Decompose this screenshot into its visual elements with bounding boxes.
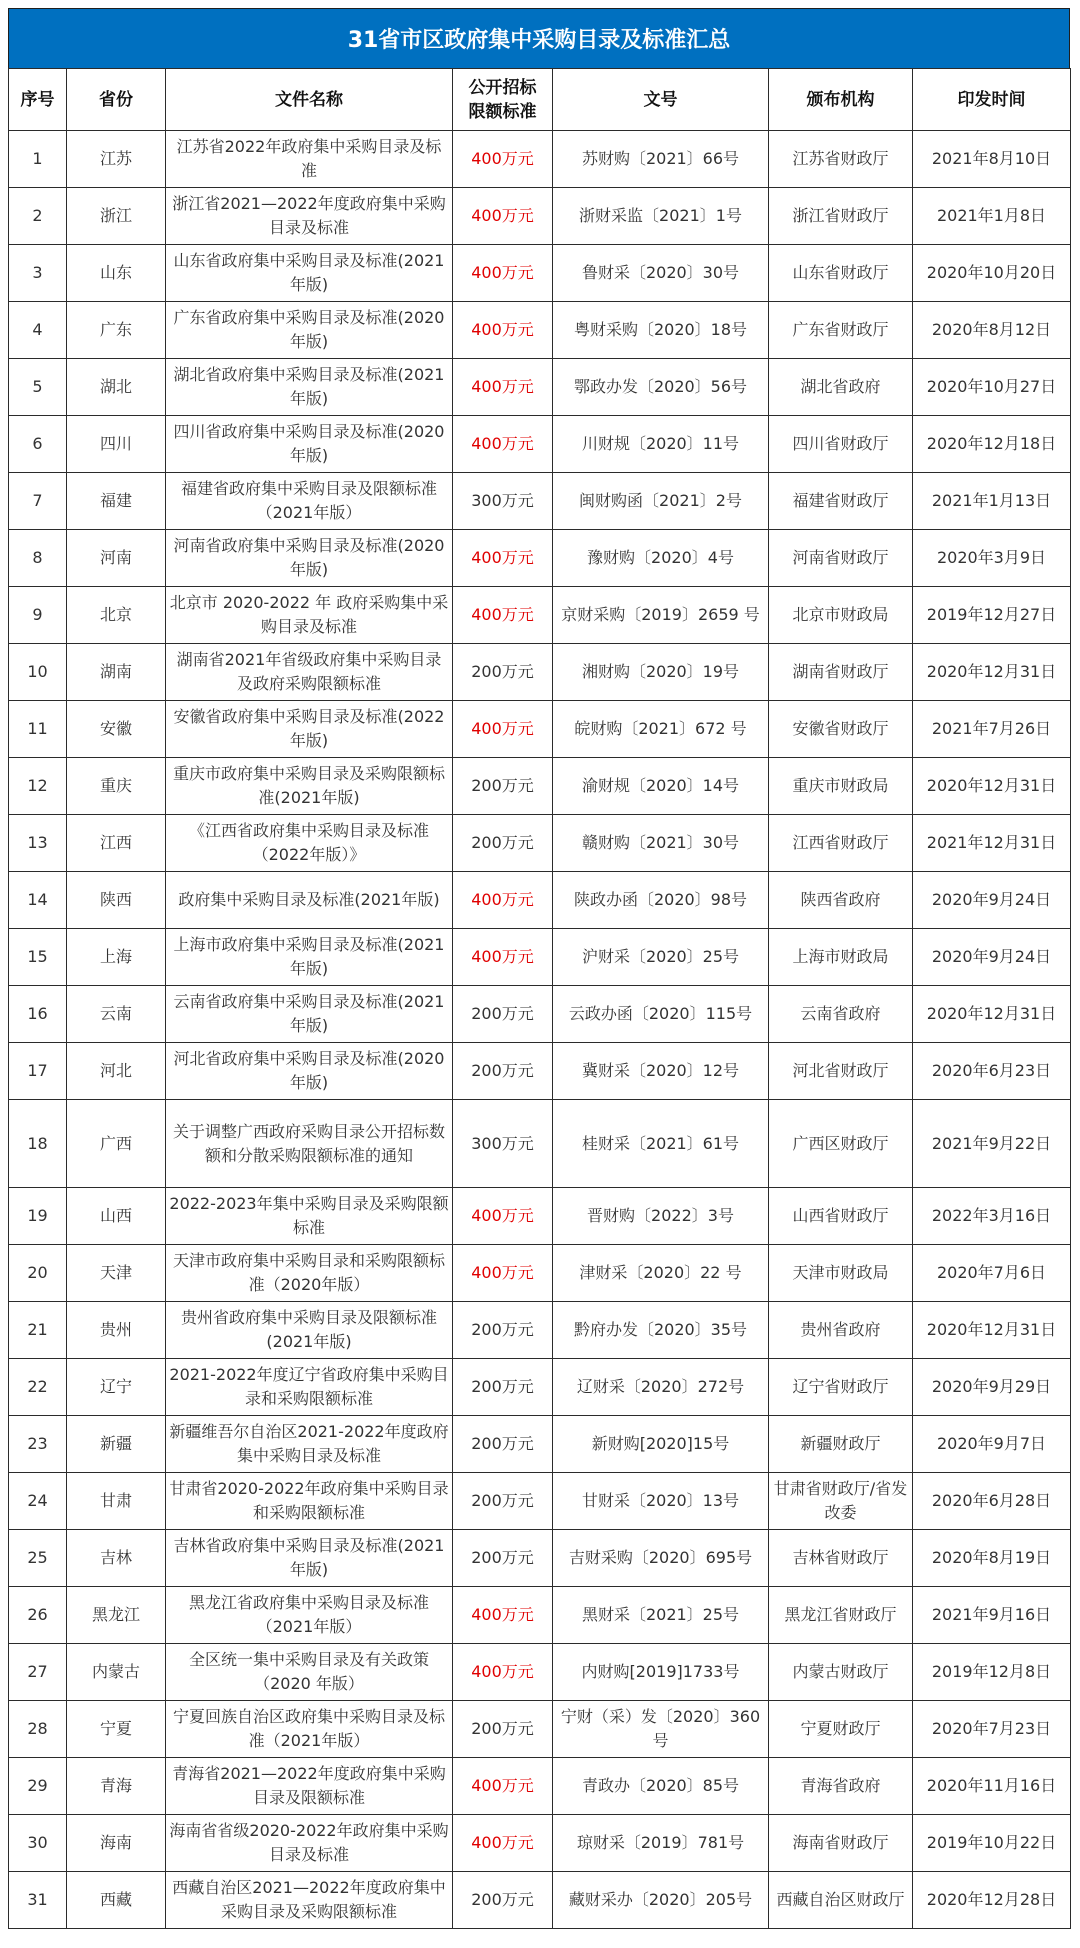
serial-cell: 29 (9, 1758, 67, 1815)
serial-cell: 28 (9, 1701, 67, 1758)
table-row (9, 1100, 1071, 1188)
province-cell: 上海 (67, 929, 166, 986)
reference-number-cell: 鲁财采〔2020〕30号 (553, 245, 769, 302)
serial-cell: 19 (9, 1188, 67, 1245)
issue-date-cell: 2020年9月7日 (913, 1416, 1071, 1473)
issue-date-cell: 2020年12月31日 (913, 1302, 1071, 1359)
province-cell: 云南 (67, 986, 166, 1043)
issue-date-cell: 2020年12月31日 (913, 758, 1071, 815)
issue-date-cell: 2021年1月8日 (913, 188, 1071, 245)
issuing-body-cell: 吉林省财政厅 (769, 1530, 913, 1587)
reference-number-cell: 新财购[2020]15号 (553, 1416, 769, 1473)
document-name-cell: 2022-2023年集中采购目录及采购限额标准 (166, 1188, 453, 1245)
province-cell: 青海 (67, 1758, 166, 1815)
document-name-cell: 关于调整广西政府采购目录公开招标数额和分散采购限额标准的通知 (166, 1100, 453, 1188)
table-row (9, 1587, 1071, 1644)
document-name-cell: 广东省政府集中采购目录及标准(2020年版) (166, 302, 453, 359)
issuing-body-cell: 浙江省财政厅 (769, 188, 913, 245)
issue-date-cell: 2021年12月31日 (913, 815, 1071, 872)
document-name-cell: 甘肃省2020-2022年政府集中采购目录和采购限额标准 (166, 1473, 453, 1530)
serial-cell: 24 (9, 1473, 67, 1530)
issue-date-cell: 2020年9月24日 (913, 929, 1071, 986)
header-issuing-body: 颁布机构 (769, 69, 913, 131)
province-cell: 江苏 (67, 131, 166, 188)
issuing-body-cell: 四川省财政厅 (769, 416, 913, 473)
issuing-body-cell: 黑龙江省财政厅 (769, 1587, 913, 1644)
serial-cell: 23 (9, 1416, 67, 1473)
table-row (9, 473, 1071, 530)
serial-cell: 3 (9, 245, 67, 302)
issuing-body-cell: 河北省财政厅 (769, 1043, 913, 1100)
tender-limit-cell: 400万元 (453, 416, 553, 473)
issue-date-cell: 2020年3月9日 (913, 530, 1071, 587)
issuing-body-cell: 河南省财政厅 (769, 530, 913, 587)
tender-limit-cell: 400万元 (453, 1587, 553, 1644)
issuing-body-cell: 北京市财政局 (769, 587, 913, 644)
issue-date-cell: 2021年1月13日 (913, 473, 1071, 530)
province-cell: 吉林 (67, 1530, 166, 1587)
issue-date-cell: 2019年12月27日 (913, 587, 1071, 644)
document-name-cell: 河南省政府集中采购目录及标准(2020年版) (166, 530, 453, 587)
tender-limit-cell: 200万元 (453, 1359, 553, 1416)
table-row (9, 1188, 1071, 1245)
reference-number-cell: 黑财采〔2021〕25号 (553, 1587, 769, 1644)
document-name-cell: 政府集中采购目录及标准(2021年版) (166, 872, 453, 929)
issue-date-cell: 2020年10月20日 (913, 245, 1071, 302)
issuing-body-cell: 湖南省财政厅 (769, 644, 913, 701)
table-row (9, 1302, 1071, 1359)
issue-date-cell: 2021年9月16日 (913, 1587, 1071, 1644)
document-name-cell: 《江西省政府集中采购目录及标准（2022年版）》 (166, 815, 453, 872)
issue-date-cell: 2019年10月22日 (913, 1815, 1071, 1872)
reference-number-cell: 内财购[2019]1733号 (553, 1644, 769, 1701)
province-cell: 山西 (67, 1188, 166, 1245)
table-row (9, 1043, 1071, 1100)
table-row (9, 416, 1071, 473)
document-name-cell: 2021-2022年度辽宁省政府集中采购目录和采购限额标准 (166, 1359, 453, 1416)
province-cell: 湖北 (67, 359, 166, 416)
issuing-body-cell: 福建省财政厅 (769, 473, 913, 530)
table-row (9, 929, 1071, 986)
province-cell: 广东 (67, 302, 166, 359)
tender-limit-cell: 400万元 (453, 1188, 553, 1245)
header-issue-date: 印发时间 (913, 69, 1071, 131)
province-cell: 山东 (67, 245, 166, 302)
reference-number-cell: 甘财采〔2020〕13号 (553, 1473, 769, 1530)
tender-limit-cell: 400万元 (453, 701, 553, 758)
tender-limit-cell: 200万元 (453, 1872, 553, 1929)
serial-cell: 31 (9, 1872, 67, 1929)
reference-number-cell: 晋财购〔2022〕3号 (553, 1188, 769, 1245)
tender-limit-cell: 200万元 (453, 758, 553, 815)
serial-cell: 17 (9, 1043, 67, 1100)
province-cell: 天津 (67, 1245, 166, 1302)
header-tender-limit: 公开招标限额标准 (453, 69, 553, 131)
issue-date-cell: 2020年8月12日 (913, 302, 1071, 359)
reference-number-cell: 津财采〔2020〕22 号 (553, 1245, 769, 1302)
tender-limit-cell: 400万元 (453, 302, 553, 359)
issuing-body-cell: 青海省政府 (769, 1758, 913, 1815)
issue-date-cell: 2020年7月6日 (913, 1245, 1071, 1302)
tender-limit-cell: 200万元 (453, 1043, 553, 1100)
serial-cell: 16 (9, 986, 67, 1043)
document-name-cell: 上海市政府集中采购目录及标准(2021年版) (166, 929, 453, 986)
serial-cell: 7 (9, 473, 67, 530)
serial-cell: 21 (9, 1302, 67, 1359)
reference-number-cell: 浙财采监〔2021〕1号 (553, 188, 769, 245)
document-name-cell: 重庆市政府集中采购目录及采购限额标准(2021年版) (166, 758, 453, 815)
reference-number-cell: 冀财采〔2020〕12号 (553, 1043, 769, 1100)
province-cell: 内蒙古 (67, 1644, 166, 1701)
serial-cell: 2 (9, 188, 67, 245)
issuing-body-cell: 宁夏财政厅 (769, 1701, 913, 1758)
document-name-cell: 黑龙江省政府集中采购目录及标准（2021年版） (166, 1587, 453, 1644)
province-cell: 黑龙江 (67, 1587, 166, 1644)
reference-number-cell: 琼财采〔2019〕781号 (553, 1815, 769, 1872)
header-serial: 序号 (9, 69, 67, 131)
issue-date-cell: 2020年11月16日 (913, 1758, 1071, 1815)
table-row (9, 815, 1071, 872)
serial-cell: 18 (9, 1100, 67, 1188)
issuing-body-cell: 上海市财政局 (769, 929, 913, 986)
document-name-cell: 天津市政府集中采购目录和采购限额标准（2020年版） (166, 1245, 453, 1302)
issuing-body-cell: 西藏自治区财政厅 (769, 1872, 913, 1929)
tender-limit-cell: 200万元 (453, 815, 553, 872)
table-row (9, 1872, 1071, 1929)
tender-limit-cell: 300万元 (453, 1100, 553, 1188)
serial-cell: 20 (9, 1245, 67, 1302)
serial-cell: 11 (9, 701, 67, 758)
reference-number-cell: 闽财购函〔2021〕2号 (553, 473, 769, 530)
issuing-body-cell: 广西区财政厅 (769, 1100, 913, 1188)
document-name-cell: 全区统一集中采购目录及有关政策（2020 年版） (166, 1644, 453, 1701)
document-name-cell: 西藏自治区2021—2022年度政府集中采购目录及采购限额标准 (166, 1872, 453, 1929)
tender-limit-cell: 200万元 (453, 1701, 553, 1758)
province-cell: 北京 (67, 587, 166, 644)
reference-number-cell: 皖财购〔2021〕672 号 (553, 701, 769, 758)
province-cell: 海南 (67, 1815, 166, 1872)
table-row (9, 758, 1071, 815)
reference-number-cell: 宁财（采）发〔2020〕360号 (553, 1701, 769, 1758)
tender-limit-cell: 200万元 (453, 1416, 553, 1473)
tender-limit-cell: 300万元 (453, 473, 553, 530)
reference-number-cell: 鄂政办发〔2020〕56号 (553, 359, 769, 416)
issue-date-cell: 2021年8月10日 (913, 131, 1071, 188)
issuing-body-cell: 内蒙古财政厅 (769, 1644, 913, 1701)
province-cell: 辽宁 (67, 1359, 166, 1416)
document-name-cell: 福建省政府集中采购目录及限额标准（2021年版） (166, 473, 453, 530)
issuing-body-cell: 山西省财政厅 (769, 1188, 913, 1245)
header-row (9, 69, 1071, 131)
issue-date-cell: 2021年9月22日 (913, 1100, 1071, 1188)
reference-number-cell: 吉财采购〔2020〕695号 (553, 1530, 769, 1587)
tender-limit-cell: 200万元 (453, 1473, 553, 1530)
issuing-body-cell: 山东省财政厅 (769, 245, 913, 302)
tender-limit-cell: 400万元 (453, 1758, 553, 1815)
tender-limit-cell: 400万元 (453, 245, 553, 302)
province-cell: 宁夏 (67, 1701, 166, 1758)
serial-cell: 15 (9, 929, 67, 986)
reference-number-cell: 黔府办发〔2020〕35号 (553, 1302, 769, 1359)
serial-cell: 8 (9, 530, 67, 587)
province-cell: 贵州 (67, 1302, 166, 1359)
serial-cell: 6 (9, 416, 67, 473)
reference-number-cell: 藏财采办〔2020〕205号 (553, 1872, 769, 1929)
document-name-cell: 海南省省级2020-2022年政府集中采购目录及标准 (166, 1815, 453, 1872)
tender-limit-cell: 400万元 (453, 1644, 553, 1701)
tender-limit-cell: 400万元 (453, 929, 553, 986)
serial-cell: 22 (9, 1359, 67, 1416)
document-name-cell: 宁夏回族自治区政府集中采购目录及标准（2021年版） (166, 1701, 453, 1758)
province-cell: 重庆 (67, 758, 166, 815)
issuing-body-cell: 甘肃省财政厅/省发改委 (769, 1473, 913, 1530)
table-row (9, 1245, 1071, 1302)
table-row (9, 1758, 1071, 1815)
province-cell: 河南 (67, 530, 166, 587)
issuing-body-cell: 辽宁省财政厅 (769, 1359, 913, 1416)
province-cell: 陕西 (67, 872, 166, 929)
province-cell: 四川 (67, 416, 166, 473)
header-document-name: 文件名称 (166, 69, 453, 131)
document-name-cell: 江苏省2022年政府集中采购目录及标准 (166, 131, 453, 188)
document-name-cell: 云南省政府集中采购目录及标准(2021年版) (166, 986, 453, 1043)
reference-number-cell: 川财规〔2020〕11号 (553, 416, 769, 473)
table-row (9, 1815, 1071, 1872)
serial-cell: 27 (9, 1644, 67, 1701)
tender-limit-cell: 400万元 (453, 530, 553, 587)
issue-date-cell: 2020年8月19日 (913, 1530, 1071, 1587)
reference-number-cell: 辽财采〔2020〕272号 (553, 1359, 769, 1416)
table-row (9, 131, 1071, 188)
issuing-body-cell: 安徽省财政厅 (769, 701, 913, 758)
tender-limit-cell: 200万元 (453, 986, 553, 1043)
header-reference-number: 文号 (553, 69, 769, 131)
reference-number-cell: 苏财购〔2021〕66号 (553, 131, 769, 188)
issue-date-cell: 2019年12月8日 (913, 1644, 1071, 1701)
tender-limit-cell: 400万元 (453, 587, 553, 644)
serial-cell: 13 (9, 815, 67, 872)
issuing-body-cell: 江西省财政厅 (769, 815, 913, 872)
serial-cell: 9 (9, 587, 67, 644)
document-name-cell: 湖北省政府集中采购目录及标准(2021年版) (166, 359, 453, 416)
reference-number-cell: 豫财购〔2020〕4号 (553, 530, 769, 587)
province-cell: 河北 (67, 1043, 166, 1100)
issuing-body-cell: 江苏省财政厅 (769, 131, 913, 188)
issue-date-cell: 2021年7月26日 (913, 701, 1071, 758)
reference-number-cell: 青政办〔2020〕85号 (553, 1758, 769, 1815)
issuing-body-cell: 贵州省政府 (769, 1302, 913, 1359)
issuing-body-cell: 天津市财政局 (769, 1245, 913, 1302)
table-title: 31省市区政府集中采购目录及标准汇总 (8, 8, 1070, 68)
issuing-body-cell: 海南省财政厅 (769, 1815, 913, 1872)
issue-date-cell: 2020年10月27日 (913, 359, 1071, 416)
tender-limit-cell: 200万元 (453, 644, 553, 701)
reference-number-cell: 粤财采购〔2020〕18号 (553, 302, 769, 359)
table-row (9, 1530, 1071, 1587)
serial-cell: 10 (9, 644, 67, 701)
serial-cell: 14 (9, 872, 67, 929)
serial-cell: 4 (9, 302, 67, 359)
province-cell: 湖南 (67, 644, 166, 701)
issue-date-cell: 2020年12月31日 (913, 986, 1071, 1043)
province-cell: 广西 (67, 1100, 166, 1188)
province-cell: 浙江 (67, 188, 166, 245)
province-cell: 江西 (67, 815, 166, 872)
document-name-cell: 湖南省2021年省级政府集中采购目录及政府采购限额标准 (166, 644, 453, 701)
tender-limit-cell: 400万元 (453, 872, 553, 929)
issue-date-cell: 2020年12月18日 (913, 416, 1071, 473)
serial-cell: 26 (9, 1587, 67, 1644)
tender-limit-cell: 400万元 (453, 131, 553, 188)
table-row (9, 1416, 1071, 1473)
issuing-body-cell: 云南省政府 (769, 986, 913, 1043)
tender-limit-cell: 400万元 (453, 1815, 553, 1872)
issuing-body-cell: 广东省财政厅 (769, 302, 913, 359)
serial-cell: 30 (9, 1815, 67, 1872)
reference-number-cell: 赣财购〔2021〕30号 (553, 815, 769, 872)
reference-number-cell: 陕政办函〔2020〕98号 (553, 872, 769, 929)
document-name-cell: 吉林省政府集中采购目录及标准(2021年版) (166, 1530, 453, 1587)
reference-number-cell: 桂财采〔2021〕61号 (553, 1100, 769, 1188)
document-name-cell: 安徽省政府集中采购目录及标准(2022年版) (166, 701, 453, 758)
province-cell: 新疆 (67, 1416, 166, 1473)
issue-date-cell: 2020年12月28日 (913, 1872, 1071, 1929)
table-row (9, 1701, 1071, 1758)
reference-number-cell: 京财采购〔2019〕2659 号 (553, 587, 769, 644)
header-province: 省份 (67, 69, 166, 131)
serial-cell: 12 (9, 758, 67, 815)
table-row (9, 1473, 1071, 1530)
issue-date-cell: 2020年6月28日 (913, 1473, 1071, 1530)
issue-date-cell: 2020年9月24日 (913, 872, 1071, 929)
tender-limit-cell: 200万元 (453, 1530, 553, 1587)
reference-number-cell: 渝财规〔2020〕14号 (553, 758, 769, 815)
table-row (9, 986, 1071, 1043)
issuing-body-cell: 重庆市财政局 (769, 758, 913, 815)
tender-limit-cell: 200万元 (453, 1302, 553, 1359)
table-row (9, 188, 1071, 245)
issue-date-cell: 2020年6月23日 (913, 1043, 1071, 1100)
serial-cell: 5 (9, 359, 67, 416)
document-name-cell: 新疆维吾尔自治区2021-2022年度政府集中采购目录及标准 (166, 1416, 453, 1473)
document-name-cell: 北京市 2020-2022 年 政府采购集中采购目录及标准 (166, 587, 453, 644)
table-row (9, 701, 1071, 758)
document-name-cell: 四川省政府集中采购目录及标准(2020年版) (166, 416, 453, 473)
province-cell: 甘肃 (67, 1473, 166, 1530)
table-body (9, 131, 1071, 1929)
issue-date-cell: 2020年12月31日 (913, 644, 1071, 701)
tender-limit-cell: 400万元 (453, 1245, 553, 1302)
document-name-cell: 山东省政府集中采购目录及标准(2021年版) (166, 245, 453, 302)
reference-number-cell: 湘财购〔2020〕19号 (553, 644, 769, 701)
table-row (9, 1644, 1071, 1701)
table-row (9, 302, 1071, 359)
issue-date-cell: 2020年9月29日 (913, 1359, 1071, 1416)
reference-number-cell: 云政办函〔2020〕115号 (553, 986, 769, 1043)
issue-date-cell: 2020年7月23日 (913, 1701, 1071, 1758)
procurement-summary-sheet (8, 8, 1070, 1929)
procurement-table (8, 68, 1071, 1929)
table-row (9, 1359, 1071, 1416)
reference-number-cell: 沪财采〔2020〕25号 (553, 929, 769, 986)
table-row (9, 530, 1071, 587)
issuing-body-cell: 陕西省政府 (769, 872, 913, 929)
serial-cell: 1 (9, 131, 67, 188)
table-row (9, 359, 1071, 416)
document-name-cell: 河北省政府集中采购目录及标准(2020年版) (166, 1043, 453, 1100)
document-name-cell: 贵州省政府集中采购目录及限额标准(2021年版) (166, 1302, 453, 1359)
document-name-cell: 青海省2021—2022年度政府集中采购目录及限额标准 (166, 1758, 453, 1815)
table-row (9, 872, 1071, 929)
tender-limit-cell: 400万元 (453, 188, 553, 245)
issuing-body-cell: 新疆财政厅 (769, 1416, 913, 1473)
document-name-cell: 浙江省2021—2022年度政府集中采购目录及标准 (166, 188, 453, 245)
serial-cell: 25 (9, 1530, 67, 1587)
table-row (9, 644, 1071, 701)
table-row (9, 245, 1071, 302)
province-cell: 福建 (67, 473, 166, 530)
table-row (9, 587, 1071, 644)
issuing-body-cell: 湖北省政府 (769, 359, 913, 416)
tender-limit-cell: 400万元 (453, 359, 553, 416)
province-cell: 安徽 (67, 701, 166, 758)
province-cell: 西藏 (67, 1872, 166, 1929)
issue-date-cell: 2022年3月16日 (913, 1188, 1071, 1245)
